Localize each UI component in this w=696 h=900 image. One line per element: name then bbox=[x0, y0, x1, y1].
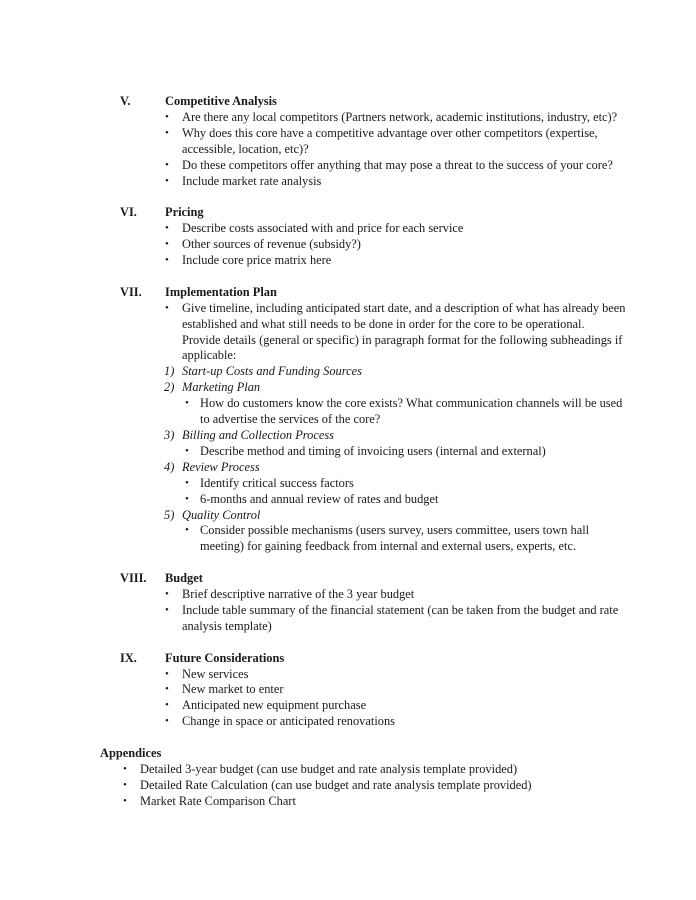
subheading-heading bbox=[101, 460, 626, 476]
subheading-title: Review Process bbox=[182, 459, 260, 474]
bullet-point-icon: • bbox=[165, 126, 169, 139]
bullet-text: Identify critical success factors bbox=[200, 475, 354, 490]
subheading-number: 1) bbox=[164, 364, 175, 379]
section-title: Competitive Analysis bbox=[165, 94, 277, 108]
list-item bbox=[101, 253, 626, 269]
subheading-title: Marketing Plan bbox=[182, 380, 261, 395]
bullet-text: Consider possible mechanisms (users survey, users committee, users town hall meeting) for gaining feedback from internal and external users, experts, etc. bbox=[200, 523, 590, 554]
subheading-heading bbox=[101, 428, 626, 444]
subheading-bullet-list bbox=[101, 523, 626, 555]
subheading-list bbox=[101, 364, 626, 555]
subheading-number: 3) bbox=[164, 428, 175, 442]
section-bullet-list bbox=[101, 301, 626, 365]
bullet-text: Change in space or anticipated renovations bbox=[182, 714, 395, 729]
bullet-point-icon: • bbox=[185, 397, 189, 410]
subheading-number: 4) bbox=[164, 459, 175, 474]
bullet-text: How do customers know the core exists? What communication channels will be used to advertise the services of the core? bbox=[200, 396, 623, 427]
section-bullet-list bbox=[101, 667, 626, 731]
section-title: Pricing bbox=[165, 205, 204, 220]
bullet-point-icon: • bbox=[165, 158, 169, 171]
bullet-point-icon: • bbox=[123, 794, 127, 807]
section-bullet-list bbox=[101, 587, 626, 635]
bullet-text: Detailed Rate Calculation (can use budget and rate analysis template provided) bbox=[140, 777, 532, 792]
appendices-section bbox=[101, 746, 626, 810]
list-item bbox=[101, 682, 626, 698]
bullet-point-icon: • bbox=[165, 683, 169, 696]
list-item bbox=[101, 126, 626, 158]
subheading-title: Quality Control bbox=[182, 507, 261, 522]
section-numeral: IX. bbox=[120, 650, 137, 665]
subheading-title: Start-up Costs and Funding Sources bbox=[182, 364, 362, 379]
section-heading bbox=[101, 205, 626, 221]
subheading-title: Billing and Collection Process bbox=[182, 428, 334, 442]
bullet-point-icon: • bbox=[165, 715, 169, 728]
bullet-point-icon: • bbox=[185, 476, 189, 489]
list-item bbox=[101, 444, 626, 460]
subheading-item bbox=[101, 508, 626, 556]
subheading-number: 2) bbox=[164, 380, 175, 395]
subheading-heading bbox=[101, 508, 626, 524]
bullet-point-icon: • bbox=[165, 222, 169, 235]
list-item bbox=[101, 158, 626, 174]
bullet-point-icon: • bbox=[123, 778, 127, 791]
bullet-point-icon: • bbox=[165, 301, 169, 314]
section-numeral: VI. bbox=[120, 205, 137, 220]
list-item bbox=[101, 110, 626, 126]
list-item bbox=[101, 714, 626, 730]
list-item bbox=[101, 237, 626, 253]
bullet-text: Other sources of revenue (subsidy?) bbox=[182, 237, 361, 252]
section-title: Budget bbox=[165, 571, 203, 586]
bullet-point-icon: • bbox=[185, 492, 189, 505]
bullet-text: New services bbox=[182, 666, 249, 681]
list-item bbox=[101, 523, 626, 555]
list-item bbox=[101, 476, 626, 492]
subheading-heading bbox=[101, 380, 626, 396]
section-heading bbox=[101, 651, 626, 667]
outline-section bbox=[101, 571, 626, 635]
section-numeral: VII. bbox=[120, 284, 142, 299]
list-item bbox=[101, 396, 626, 428]
list-item bbox=[101, 221, 626, 237]
section-title: Future Considerations bbox=[165, 650, 285, 665]
outline-section bbox=[101, 651, 626, 731]
document-body bbox=[101, 94, 626, 730]
list-item bbox=[101, 301, 626, 365]
subheading-bullet-list bbox=[101, 476, 626, 508]
section-heading bbox=[101, 94, 626, 110]
bullet-point-icon: • bbox=[165, 667, 169, 680]
bullet-text: Why does this core have a competitive advantage over other competitors (expertise, accessible, location, etc)? bbox=[182, 125, 598, 156]
bullet-text: Describe costs associated with and price for each service bbox=[182, 221, 464, 236]
outline-section bbox=[101, 94, 626, 189]
bullet-point-icon: • bbox=[165, 699, 169, 712]
section-bullet-list bbox=[101, 221, 626, 269]
section-heading bbox=[101, 571, 626, 587]
bullet-text: New market to enter bbox=[182, 682, 284, 697]
list-item bbox=[101, 587, 626, 603]
subheading-bullet-list bbox=[101, 396, 626, 428]
section-heading bbox=[101, 285, 626, 301]
appendices-heading: Appendices bbox=[100, 746, 162, 761]
bullet-point-icon: • bbox=[165, 238, 169, 251]
section-numeral: VIII. bbox=[120, 571, 147, 586]
section-bullet-list bbox=[101, 110, 626, 190]
bullet-text: Include market rate analysis bbox=[182, 173, 322, 188]
list-item bbox=[101, 603, 626, 635]
bullet-point-icon: • bbox=[165, 254, 169, 267]
subheading-item bbox=[101, 428, 626, 460]
bullet-point-icon: • bbox=[165, 603, 169, 616]
list-item bbox=[101, 794, 626, 810]
bullet-text: Describe method and timing of invoicing users (internal and external) bbox=[200, 443, 546, 458]
list-item bbox=[101, 778, 626, 794]
bullet-text: Detailed 3-year budget (can use budget and rate analysis template provided) bbox=[140, 761, 518, 776]
bullet-text: Give timeline, including anticipated start date, and a description of what has already been established and what still needs to be done in order for the core to be operational. Provide details (general or specific) in paragraph format for the following subheadings if applicable: bbox=[182, 300, 626, 363]
bullet-text: Include core price matrix here bbox=[182, 253, 332, 268]
bullet-text: Anticipated new equipment purchase bbox=[182, 698, 367, 713]
subheading-bullet-list bbox=[101, 444, 626, 460]
bullet-text: Market Rate Comparison Chart bbox=[140, 793, 296, 808]
bullet-text: Brief descriptive narrative of the 3 year budget bbox=[182, 587, 415, 602]
list-item bbox=[101, 667, 626, 683]
bullet-point-icon: • bbox=[123, 762, 127, 775]
bullet-point-icon: • bbox=[165, 588, 169, 601]
list-item bbox=[101, 762, 626, 778]
subheading-item bbox=[101, 460, 626, 508]
subheading-number: 5) bbox=[164, 507, 175, 522]
bullet-text: 6-months and annual review of rates and budget bbox=[200, 491, 439, 506]
outline-section bbox=[101, 205, 626, 269]
bullet-point-icon: • bbox=[165, 110, 169, 123]
bullet-point-icon: • bbox=[165, 174, 169, 187]
list-item bbox=[101, 698, 626, 714]
bullet-text: Include table summary of the financial statement (can be taken from the budget and rate analysis template) bbox=[182, 602, 619, 633]
outline-section bbox=[101, 285, 626, 555]
bullet-text: Are there any local competitors (Partners network, academic institutions, industry, etc)? bbox=[182, 109, 618, 124]
list-item bbox=[101, 174, 626, 190]
subheading-item bbox=[101, 380, 626, 428]
section-numeral: V. bbox=[120, 94, 131, 108]
bullet-text: Do these competitors offer anything that may pose a threat to the success of your core? bbox=[182, 157, 613, 172]
bullet-point-icon: • bbox=[185, 524, 189, 537]
list-item bbox=[101, 492, 626, 508]
appendices-list bbox=[101, 762, 626, 810]
section-title: Implementation Plan bbox=[165, 284, 277, 299]
subheading-item bbox=[101, 364, 626, 380]
bullet-point-icon: • bbox=[185, 444, 189, 457]
subheading-heading bbox=[101, 364, 626, 380]
